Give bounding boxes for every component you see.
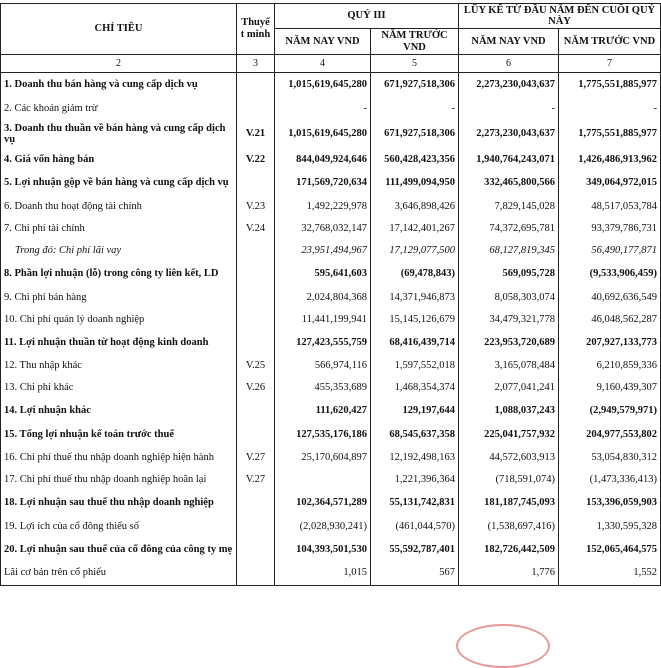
row-ytd-prev-year: 349,064,972,015	[559, 171, 661, 196]
row-note	[237, 240, 275, 262]
row-label: 16. Chi phí thuế thu nhập doanh nghiệp hiện hành	[1, 447, 237, 469]
table-row	[1, 120, 661, 149]
row-note: V.23	[237, 196, 275, 218]
row-q-this-year: 1,015	[275, 562, 371, 586]
row-label: 5. Lợi nhuận gộp về bán hàng và cung cấp dịch vụ	[1, 171, 237, 196]
row-ytd-prev-year: 48,517,053,784	[559, 196, 661, 218]
row-note: V.26	[237, 377, 275, 399]
table-row	[1, 538, 661, 562]
row-ytd-this-year: 68,127,819,345	[459, 240, 559, 262]
row-q-prev-year: -	[371, 98, 459, 120]
col-index: 4	[275, 55, 371, 73]
row-ytd-prev-year: 93,379,786,731	[559, 218, 661, 240]
row-q-prev-year: 567	[371, 562, 459, 586]
row-label: 2. Các khoản giảm trừ	[1, 98, 237, 120]
row-q-prev-year: 129,197,644	[371, 399, 459, 423]
row-ytd-this-year: 74,372,695,781	[459, 218, 559, 240]
row-q-this-year: 127,535,176,186	[275, 423, 371, 447]
table-row	[1, 516, 661, 538]
row-q-prev-year: 671,927,518,306	[371, 120, 459, 149]
row-q-this-year	[275, 469, 371, 491]
row-ytd-this-year: 569,095,728	[459, 262, 559, 287]
row-note	[237, 399, 275, 423]
row-q-prev-year: 17,129,077,500	[371, 240, 459, 262]
row-ytd-prev-year: 53,054,830,312	[559, 447, 661, 469]
row-ytd-this-year: 223,953,720,689	[459, 331, 559, 355]
row-note: V.24	[237, 218, 275, 240]
row-q-this-year: 844,049,924,646	[275, 149, 371, 171]
row-label: 17. Chi phí thuế thu nhập doanh nghiệp hoãn lại	[1, 469, 237, 491]
row-label: 8. Phần lợi nhuận (lỗ) trong công ty liên kết, LD	[1, 262, 237, 287]
row-q-this-year: 1,015,619,645,280	[275, 120, 371, 149]
row-label: 9. Chi phí bán hàng	[1, 287, 237, 309]
table-row	[1, 287, 661, 309]
row-note	[237, 491, 275, 516]
row-ytd-this-year: 2,273,230,043,637	[459, 120, 559, 149]
row-ytd-this-year: -	[459, 98, 559, 120]
row-label: Lãi cơ bản trên cổ phiếu	[1, 562, 237, 586]
row-q-this-year: 171,569,720,634	[275, 171, 371, 196]
row-ytd-prev-year: 207,927,133,773	[559, 331, 661, 355]
table-row	[1, 73, 661, 98]
row-ytd-this-year: 7,829,145,028	[459, 196, 559, 218]
table-row	[1, 240, 661, 262]
row-note	[237, 73, 275, 98]
row-q-prev-year: 1,597,552,018	[371, 355, 459, 377]
row-q-this-year: 1,492,229,978	[275, 196, 371, 218]
row-ytd-prev-year: 1,552	[559, 562, 661, 586]
table-row	[1, 562, 661, 586]
row-ytd-prev-year: 6,210,859,336	[559, 355, 661, 377]
row-q-prev-year: 111,499,094,950	[371, 171, 459, 196]
row-q-prev-year: 3,646,898,426	[371, 196, 459, 218]
row-ytd-prev-year: 46,048,562,287	[559, 309, 661, 331]
row-ytd-prev-year: 1,775,551,885,977	[559, 73, 661, 98]
row-q-this-year: 23,951,494,967	[275, 240, 371, 262]
row-note	[237, 562, 275, 586]
row-q-this-year: 32,768,032,147	[275, 218, 371, 240]
table-row	[1, 377, 661, 399]
row-label: 3. Doanh thu thuần về bán hàng và cung cấp dịch vụ	[1, 120, 237, 149]
row-q-this-year: 2,024,804,368	[275, 287, 371, 309]
row-q-prev-year: 55,131,742,831	[371, 491, 459, 516]
row-ytd-prev-year: 1,330,595,328	[559, 516, 661, 538]
row-label: 10. Chi phí quản lý doanh nghiệp	[1, 309, 237, 331]
row-q-prev-year: 14,371,946,873	[371, 287, 459, 309]
row-note	[237, 423, 275, 447]
row-label: 18. Lợi nhuận sau thuế thu nhập doanh nghiệp	[1, 491, 237, 516]
row-ytd-this-year: (718,591,074)	[459, 469, 559, 491]
row-q-this-year: (2,028,930,241)	[275, 516, 371, 538]
row-q-prev-year: 68,416,439,714	[371, 331, 459, 355]
row-ytd-prev-year: 153,396,059,903	[559, 491, 661, 516]
header-thuyet-minh: Thuyế t minh	[237, 4, 275, 55]
table-row	[1, 98, 661, 120]
row-q-prev-year: 55,592,787,401	[371, 538, 459, 562]
row-ytd-prev-year: -	[559, 98, 661, 120]
row-q-prev-year: 17,142,401,267	[371, 218, 459, 240]
row-q-this-year: 1,015,619,645,280	[275, 73, 371, 98]
row-ytd-this-year: 34,479,321,778	[459, 309, 559, 331]
row-ytd-prev-year: 1,775,551,885,977	[559, 120, 661, 149]
row-note	[237, 516, 275, 538]
row-label: 7. Chi phí tài chính	[1, 218, 237, 240]
row-note	[237, 98, 275, 120]
row-note	[237, 262, 275, 287]
row-ytd-this-year: 332,465,800,566	[459, 171, 559, 196]
row-ytd-this-year: (1,538,697,416)	[459, 516, 559, 538]
table-row	[1, 355, 661, 377]
row-q-this-year: 595,641,603	[275, 262, 371, 287]
row-note: V.27	[237, 447, 275, 469]
table-row	[1, 218, 661, 240]
table-row	[1, 469, 661, 491]
col-index: 5	[371, 55, 459, 73]
header-q-nam-truoc: NĂM TRƯỚC VND	[371, 29, 459, 55]
row-q-this-year: 25,170,604,897	[275, 447, 371, 469]
row-q-this-year: -	[275, 98, 371, 120]
header-quy-iii: QUÝ III	[275, 4, 459, 29]
col-index: 7	[559, 55, 661, 73]
header-y-nam-nay: NĂM NAY VND	[459, 29, 559, 55]
row-ytd-this-year: 2,077,041,241	[459, 377, 559, 399]
row-note	[237, 538, 275, 562]
row-ytd-this-year: 182,726,442,509	[459, 538, 559, 562]
row-q-this-year: 111,620,427	[275, 399, 371, 423]
row-note	[237, 287, 275, 309]
col-index: 2	[1, 55, 237, 73]
col-index: 6	[459, 55, 559, 73]
row-ytd-prev-year: (1,473,336,413)	[559, 469, 661, 491]
header-luy-ke: LŨY KẾ TỪ ĐẦU NĂM ĐẾN CUỐI QUÝ NÀY	[459, 4, 661, 29]
row-label: 13. Chi phí khác	[1, 377, 237, 399]
row-ytd-prev-year: 56,490,177,871	[559, 240, 661, 262]
table-row	[1, 309, 661, 331]
table-row	[1, 491, 661, 516]
table-row	[1, 149, 661, 171]
header-chi-tieu: CHỈ TIÊU	[1, 4, 237, 55]
row-q-this-year: 127,423,555,759	[275, 331, 371, 355]
table-row	[1, 399, 661, 423]
row-q-prev-year: 1,221,396,364	[371, 469, 459, 491]
row-label: 1. Doanh thu bán hàng và cung cấp dịch vụ	[1, 73, 237, 98]
header-y-nam-truoc: NĂM TRƯỚC VND	[559, 29, 661, 55]
row-ytd-this-year: 1,776	[459, 562, 559, 586]
income-statement-table	[0, 3, 661, 586]
row-q-this-year: 566,974,116	[275, 355, 371, 377]
row-ytd-this-year: 181,187,745,093	[459, 491, 559, 516]
row-q-prev-year: (461,044,570)	[371, 516, 459, 538]
row-ytd-prev-year: 204,977,553,802	[559, 423, 661, 447]
row-label: Trong đó: Chi phí lãi vay	[1, 240, 237, 262]
row-ytd-this-year: 225,041,757,932	[459, 423, 559, 447]
column-index-row	[1, 55, 661, 73]
header-q-nam-nay: NĂM NAY VND	[275, 29, 371, 55]
row-q-prev-year: (69,478,843)	[371, 262, 459, 287]
row-label: 14. Lợi nhuận khác	[1, 399, 237, 423]
table-row	[1, 262, 661, 287]
table-row	[1, 196, 661, 218]
row-label: 11. Lợi nhuận thuần từ hoạt động kinh doanh	[1, 331, 237, 355]
row-note	[237, 331, 275, 355]
row-q-this-year: 455,353,689	[275, 377, 371, 399]
table-row	[1, 447, 661, 469]
row-q-this-year: 11,441,199,941	[275, 309, 371, 331]
row-label: 4. Giá vốn hàng bán	[1, 149, 237, 171]
row-label: 20. Lợi nhuận sau thuế của cổ đông của công ty mẹ	[1, 538, 237, 562]
row-label: 12. Thu nhập khác	[1, 355, 237, 377]
row-q-prev-year: 12,192,498,163	[371, 447, 459, 469]
table-row	[1, 171, 661, 196]
row-ytd-prev-year: 1,426,486,913,962	[559, 149, 661, 171]
row-label: 6. Doanh thu hoạt động tài chính	[1, 196, 237, 218]
row-note: V.22	[237, 149, 275, 171]
row-q-prev-year: 68,545,637,358	[371, 423, 459, 447]
col-index: 3	[237, 55, 275, 73]
row-q-this-year: 104,393,501,530	[275, 538, 371, 562]
table-row	[1, 423, 661, 447]
row-note: V.27	[237, 469, 275, 491]
row-q-prev-year: 560,428,423,356	[371, 149, 459, 171]
row-note	[237, 309, 275, 331]
row-label: 15. Tổng lợi nhuận kế toán trước thuế	[1, 423, 237, 447]
row-ytd-prev-year: 152,065,464,575	[559, 538, 661, 562]
row-ytd-this-year: 3,165,078,484	[459, 355, 559, 377]
company-seal	[456, 624, 550, 668]
table-row	[1, 331, 661, 355]
row-ytd-prev-year: 9,160,439,307	[559, 377, 661, 399]
row-ytd-this-year: 8,058,303,074	[459, 287, 559, 309]
row-ytd-this-year: 44,572,603,913	[459, 447, 559, 469]
row-note	[237, 171, 275, 196]
row-ytd-this-year: 1,088,037,243	[459, 399, 559, 423]
row-ytd-prev-year: (2,949,579,971)	[559, 399, 661, 423]
row-ytd-prev-year: 40,692,636,549	[559, 287, 661, 309]
row-ytd-this-year: 2,273,230,043,637	[459, 73, 559, 98]
row-q-prev-year: 15,145,126,679	[371, 309, 459, 331]
row-q-prev-year: 1,468,354,374	[371, 377, 459, 399]
row-note: V.25	[237, 355, 275, 377]
row-q-this-year: 102,364,571,289	[275, 491, 371, 516]
row-note: V.21	[237, 120, 275, 149]
row-q-prev-year: 671,927,518,306	[371, 73, 459, 98]
row-ytd-prev-year: (9,533,906,459)	[559, 262, 661, 287]
row-ytd-this-year: 1,940,764,243,071	[459, 149, 559, 171]
row-label: 19. Lợi ích của cổ đông thiểu số	[1, 516, 237, 538]
